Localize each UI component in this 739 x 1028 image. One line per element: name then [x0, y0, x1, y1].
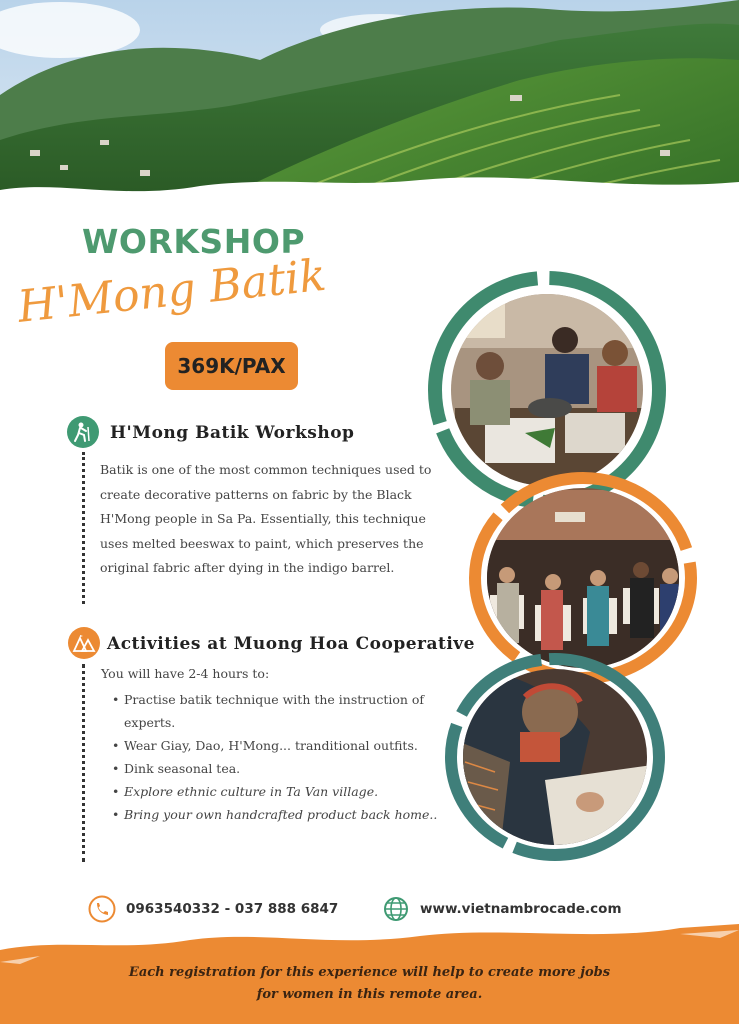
closing-line: for women in this remote area. — [256, 987, 483, 1002]
dotted-divider-1 — [82, 452, 85, 604]
photo-batik-painting — [440, 652, 670, 867]
list-item — [112, 757, 452, 780]
list-item — [112, 780, 452, 803]
price-badge: 369K/PAX — [165, 342, 298, 390]
phone-numbers[interactable]: 0963540332 - 037 888 6847 — [126, 901, 339, 917]
list-item — [112, 734, 452, 757]
list-item-text: Bring your own handcrafted product back home.. — [124, 807, 438, 822]
website-link[interactable]: www.vietnambrocade.com — [420, 901, 622, 917]
batik-description — [100, 458, 440, 581]
activities-list — [112, 688, 452, 826]
hmong-batik-script-title: H'Mong Batik — [15, 249, 329, 333]
list-item-text: experts. — [124, 715, 176, 730]
description-line: H'Mong people in Sa Pa. Essentially, this technique — [100, 511, 426, 526]
hiking-person-icon — [67, 416, 99, 448]
list-item-text: Wear Giay, Dao, H'Mong... tranditional outfits. — [124, 738, 418, 753]
description-line: uses melted beeswax to paint, which preserves the — [100, 535, 424, 551]
dotted-divider-2 — [82, 664, 85, 862]
closing-line: Each registration for this experience will help to create more jobs — [128, 965, 611, 980]
description-line: create decorative patterns on fabric by the Black — [100, 486, 412, 502]
list-item-text: Practise batik technique with the instruction of — [124, 692, 425, 707]
activities-intro: You will have 2-4 hours to: — [101, 666, 270, 681]
section-heading-batik-workshop: H'Mong Batik Workshop — [110, 423, 355, 443]
workshop-title: WORKSHOP — [82, 222, 306, 261]
list-item — [112, 688, 452, 734]
description-line: Batik is one of the most common techniques used to — [100, 462, 432, 477]
description-line: original fabric after dying in the indigo barrel. — [100, 560, 395, 575]
landscape-banner — [0, 0, 739, 250]
list-item — [112, 803, 452, 826]
tents-icon — [68, 627, 100, 659]
list-item-text: Dink seasonal tea. — [124, 761, 241, 776]
closing-message — [0, 962, 739, 1006]
section-heading-activities: Activities at Muong Hoa Cooperative — [107, 634, 475, 654]
list-item-text: Explore ethnic culture in Ta Van village. — [124, 784, 379, 799]
